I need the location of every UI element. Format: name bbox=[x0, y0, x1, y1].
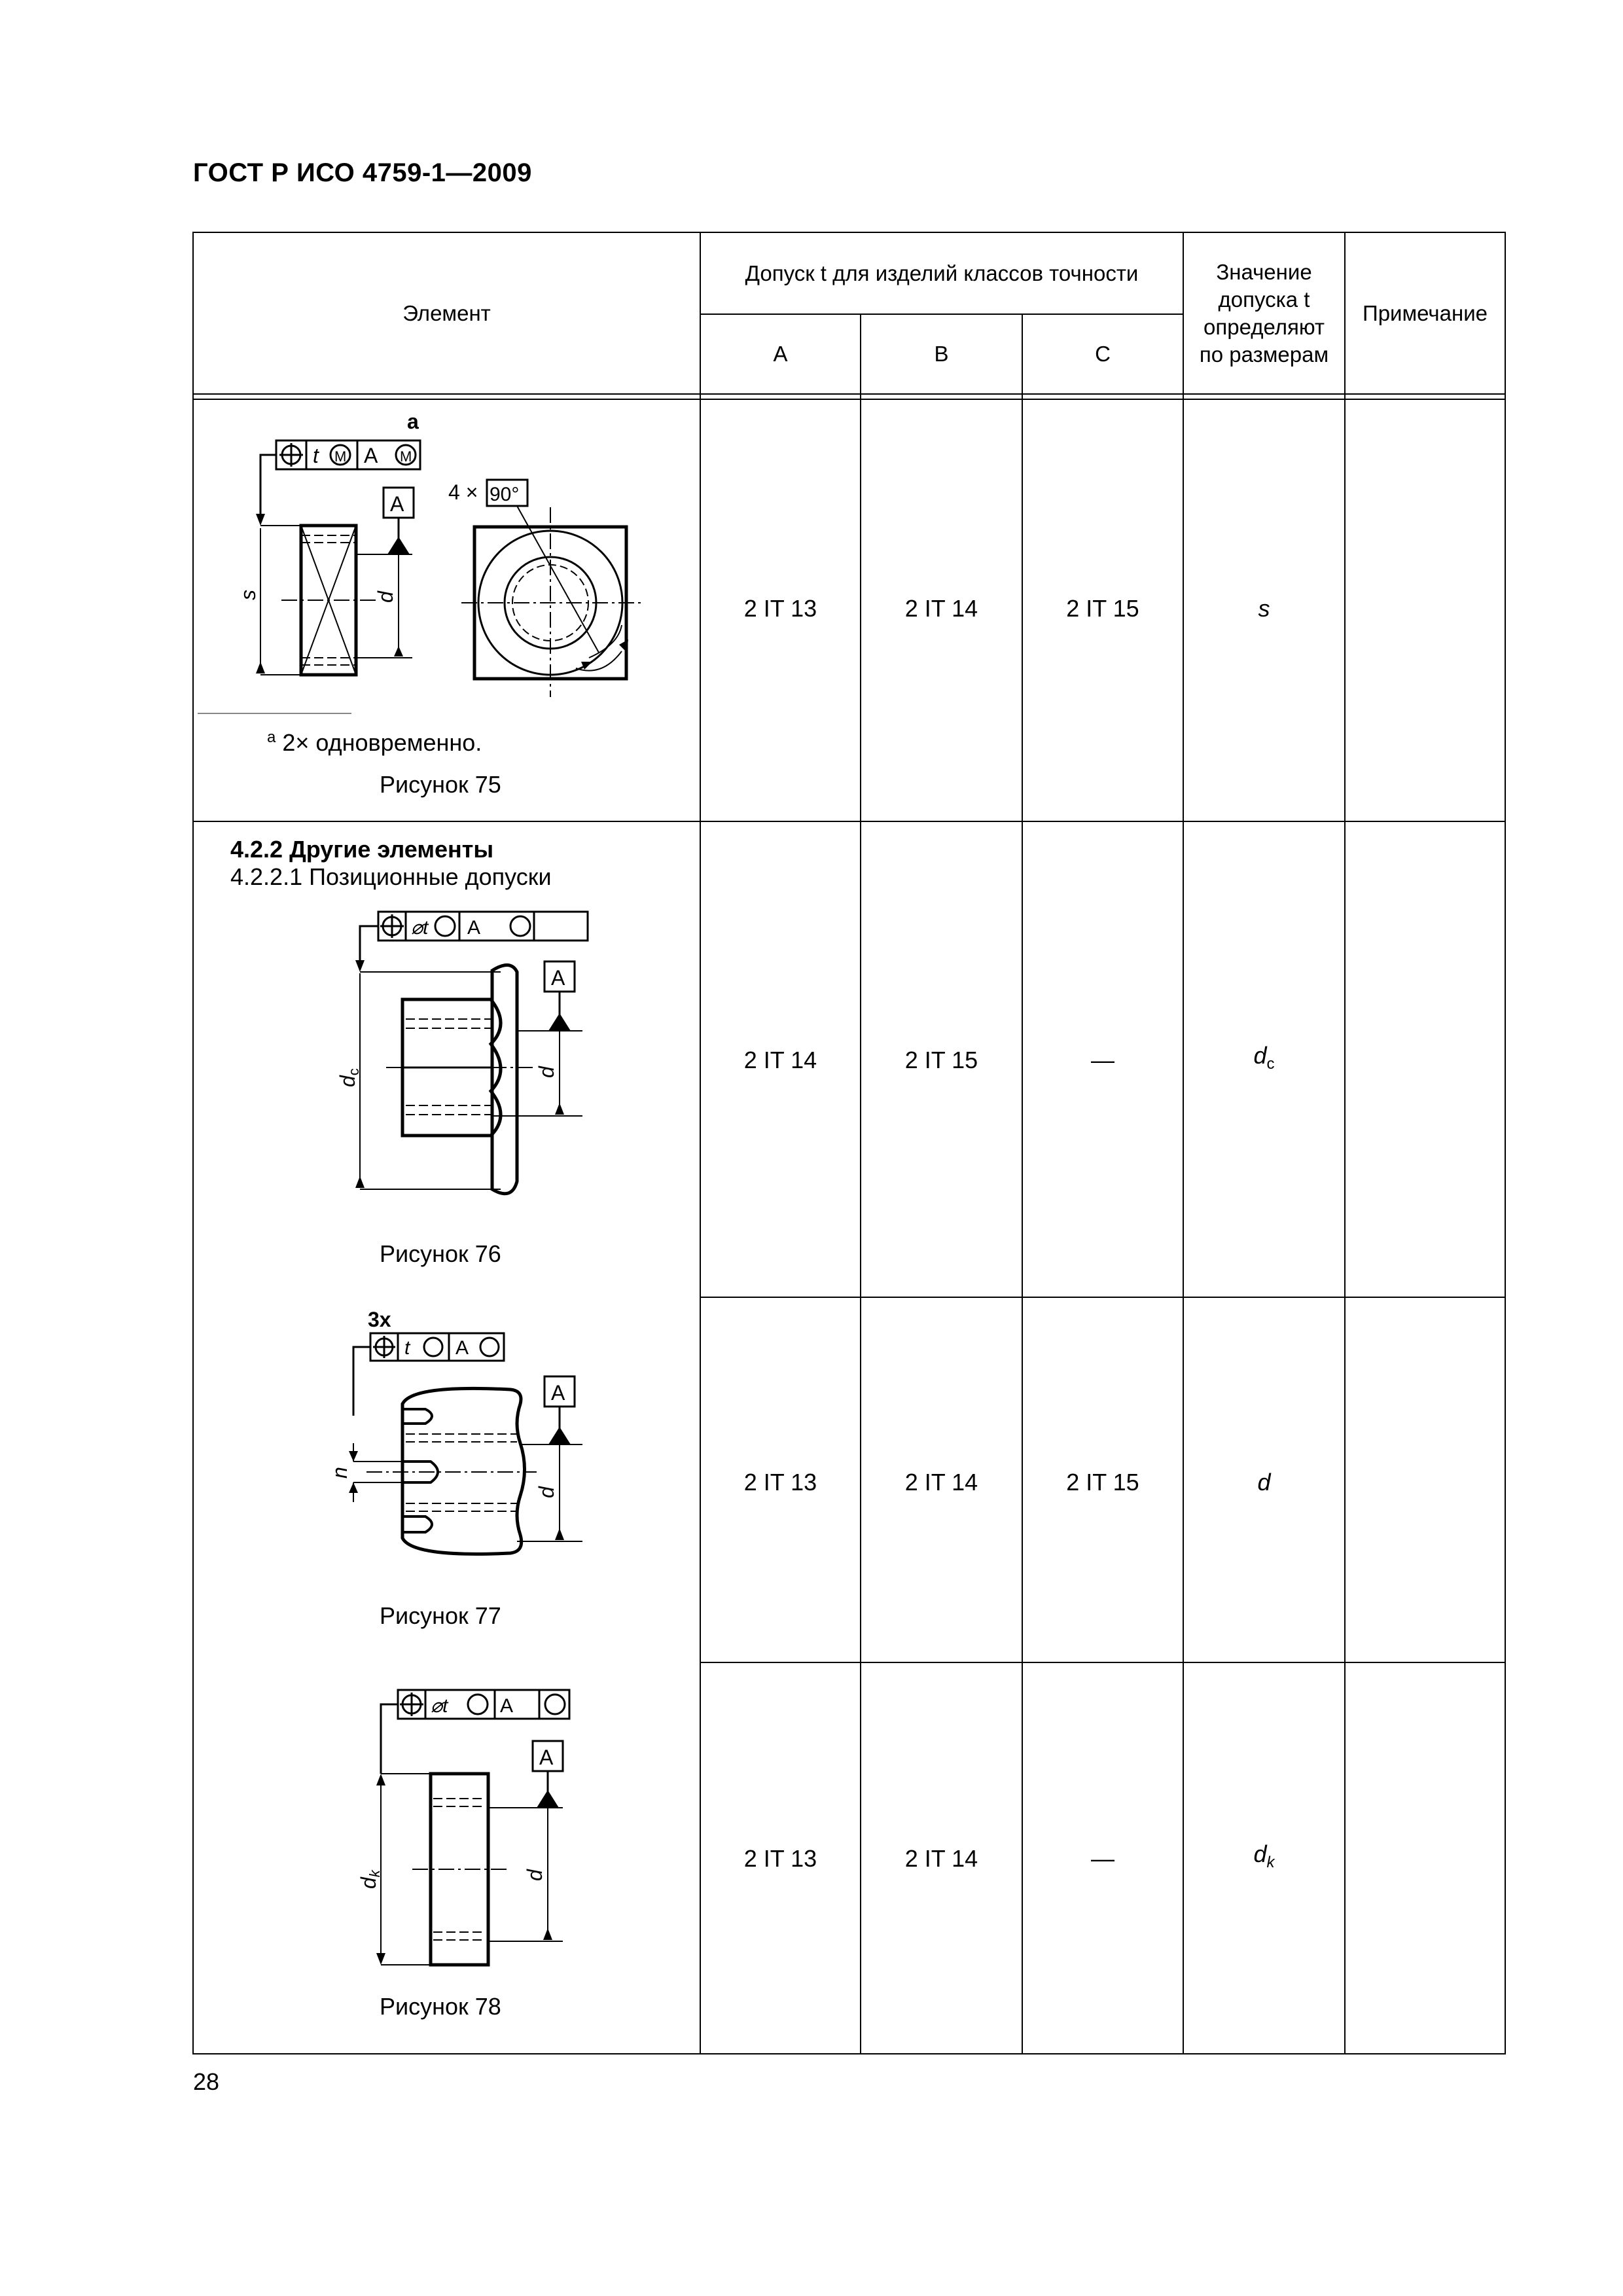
column-header-determined-by: Значение допуска t определяют по размерам bbox=[1199, 259, 1329, 367]
column-header-note: Примечание bbox=[1362, 300, 1488, 325]
column-header-class-c: C bbox=[1095, 342, 1111, 366]
column-header-class-a: A bbox=[773, 342, 788, 366]
figure-75-drawing bbox=[236, 409, 694, 710]
column-header-tolerance bbox=[700, 232, 1183, 314]
fig77-frame-t: t bbox=[404, 1337, 410, 1359]
row4-class-c: — bbox=[1091, 1845, 1115, 1872]
row4-determined-by bbox=[1183, 1839, 1345, 1878]
footnote-rule bbox=[198, 713, 351, 714]
fig76-datum: A bbox=[551, 966, 565, 990]
fig76-dim-dc-var: d bbox=[336, 1075, 359, 1087]
row3-by-var: d bbox=[1257, 1469, 1271, 1496]
row2-class-a: 2 IT 14 bbox=[743, 1047, 817, 1073]
fig78-dim-dk bbox=[357, 1869, 383, 1889]
row3-determined-by bbox=[1183, 1463, 1345, 1502]
page-number: 28 bbox=[193, 2068, 220, 2095]
fig76-dim-d: d bbox=[535, 1066, 558, 1078]
fig78-datum: A bbox=[539, 1746, 554, 1769]
figure-78-drawing bbox=[340, 1682, 602, 1983]
row1-class-a: 2 IT 13 bbox=[743, 595, 817, 622]
section-subtitle: 4.2.2.1 Позиционные допуски bbox=[230, 863, 552, 890]
row2-by-sub: c bbox=[1266, 1055, 1275, 1073]
row2-class-b: 2 IT 15 bbox=[904, 1047, 978, 1073]
fig76-dim-dc-sub: c bbox=[346, 1068, 362, 1076]
section-title: 4.2.2 Другие элементы bbox=[230, 836, 494, 863]
row1-determined-by bbox=[1183, 589, 1345, 628]
column-header-class-b: B bbox=[934, 342, 949, 366]
fig77-caption: Рисунок 77 bbox=[380, 1602, 501, 1629]
fig75-frame-m1: M bbox=[334, 448, 347, 465]
fig78-caption: Рисунок 78 bbox=[380, 1993, 501, 2020]
fig76-frame-a: A bbox=[467, 917, 481, 939]
footnote-text: 2× одновременно. bbox=[282, 729, 482, 756]
figure-76-drawing bbox=[321, 906, 609, 1227]
fig76-dim-dc bbox=[336, 1068, 362, 1087]
fig75-datum: A bbox=[390, 492, 404, 516]
row2-class-c: — bbox=[1091, 1047, 1115, 1073]
fig75-angle-value: 90° bbox=[490, 484, 520, 505]
tolerance-header-text: Допуск t для изделий классов точности bbox=[745, 260, 1139, 285]
row3-class-c: 2 IT 15 bbox=[1066, 1469, 1139, 1496]
fig78-frame-t: ⌀t bbox=[431, 1695, 448, 1717]
row1-by-var: s bbox=[1258, 595, 1270, 622]
figure-77-drawing bbox=[321, 1306, 609, 1600]
fig76-caption: Рисунок 76 bbox=[380, 1240, 501, 1267]
fig78-frame-a: A bbox=[500, 1695, 514, 1717]
fig77-dim-d: d bbox=[535, 1486, 558, 1498]
fig75-dim-d: d bbox=[374, 591, 397, 603]
footnote-mark: a bbox=[267, 728, 276, 746]
fig78-dim-dk-var: d bbox=[357, 1877, 380, 1889]
fig77-dim-n: n bbox=[328, 1467, 351, 1479]
fig75-frame-t: t bbox=[313, 444, 319, 467]
fig78-dim-dk-sub: k bbox=[366, 1870, 383, 1878]
fig78-dim-d: d bbox=[523, 1869, 546, 1881]
fig77-frame-a: A bbox=[455, 1337, 469, 1359]
section-heading bbox=[230, 836, 552, 891]
row3-class-a: 2 IT 13 bbox=[743, 1469, 817, 1496]
fig75-footnote bbox=[267, 728, 482, 757]
document-header: ГОСТ Р ИСО 4759-1—2009 bbox=[193, 158, 532, 187]
fig77-count: 3x bbox=[368, 1308, 391, 1331]
fig76-frame-t: ⌀t bbox=[411, 917, 429, 939]
fig75-frame-a: A bbox=[364, 444, 378, 467]
row2-by-var: d bbox=[1253, 1042, 1267, 1069]
row4-by-sub: k bbox=[1266, 1854, 1275, 1872]
row4-by-var: d bbox=[1253, 1840, 1267, 1868]
row1-class-b: 2 IT 14 bbox=[904, 595, 978, 622]
column-header-element: Элемент bbox=[402, 300, 491, 325]
fig75-dim-s: s bbox=[236, 590, 260, 600]
fig75-label-a: a bbox=[407, 410, 419, 433]
row4-class-a: 2 IT 13 bbox=[743, 1845, 817, 1872]
row2-determined-by bbox=[1183, 1041, 1345, 1080]
row1-class-c: 2 IT 15 bbox=[1066, 595, 1139, 622]
fig77-datum: A bbox=[551, 1381, 565, 1405]
row4-class-b: 2 IT 14 bbox=[904, 1845, 978, 1872]
row3-class-b: 2 IT 14 bbox=[904, 1469, 978, 1496]
fig75-frame-m2: M bbox=[400, 448, 412, 465]
fig75-angle-label: 4 × bbox=[448, 480, 478, 504]
fig75-caption: Рисунок 75 bbox=[380, 771, 501, 798]
